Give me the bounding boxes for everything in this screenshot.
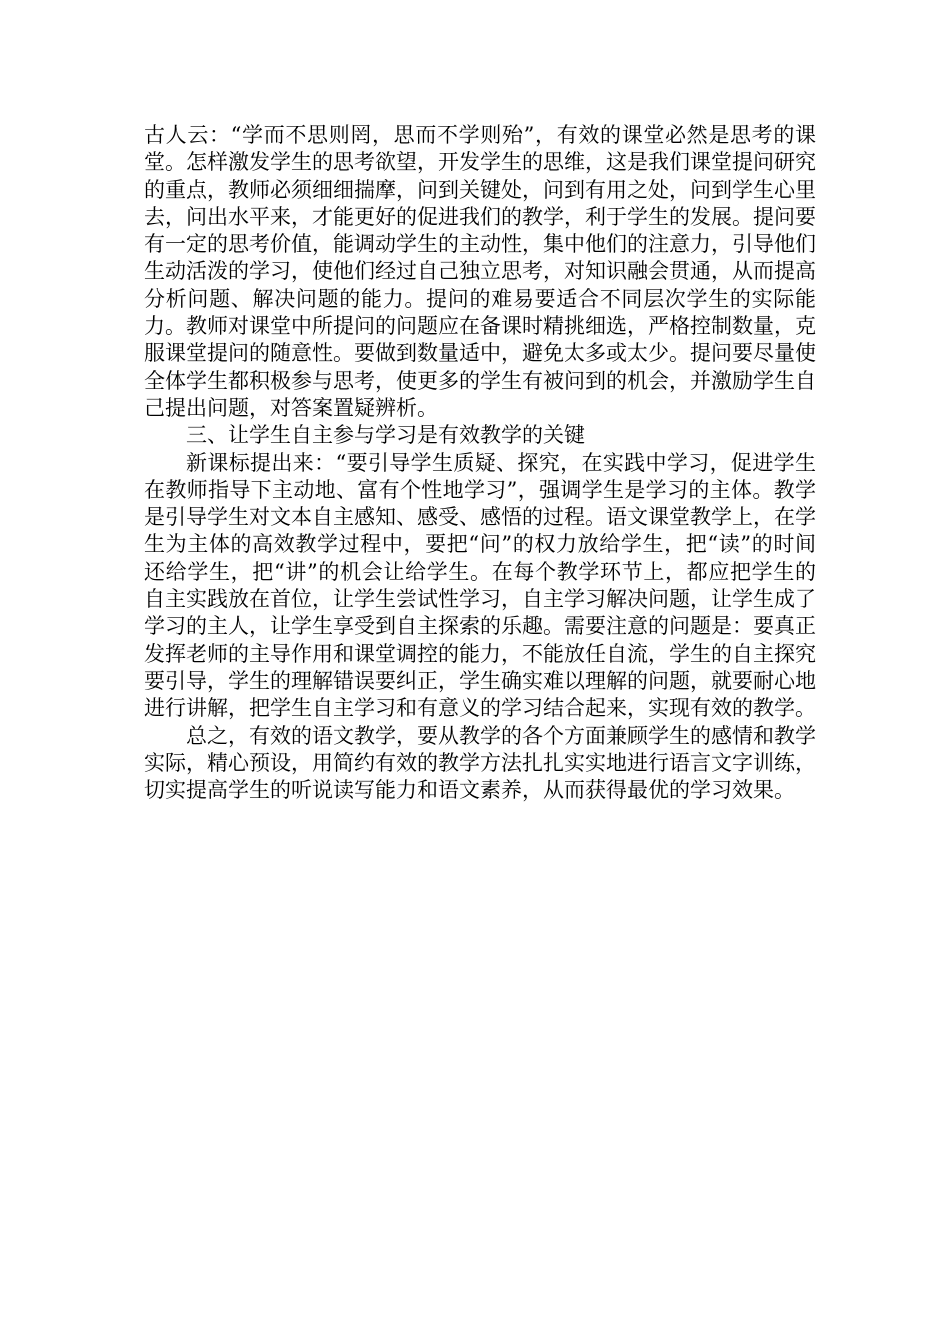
paragraph-conclusion: 总之，有效的语文教学，要从教学的各个方面兼顾学生的感情和教学实际，精心预设，用简约有效的教学方法扎扎实实地进行语言文字训练，切实提高学生的听说读写能力和语文素养，从而获得最优的学习效果。 bbox=[144, 723, 816, 803]
paragraph-classroom-questioning: 古人云：“学而不思则罔，思而不学则殆”，有效的课堂必然是思考的课堂。怎样激发学生的思考欲望，开发学生的思维，这是我们课堂提问研究的重点，教师必须细细揣摩，问到关键处，问到有用之处，问到学生心里去，问出水平来，才能更好的促进我们的教学，利于学生的发展。提问要有一定的思考价值，能调动学生的主动性，集中他们的注意力，引导他们生动活泼的学习，使他们经过自己独立思考，对知识融会贯通，从而提高分析问题、解决问题的能力。提问的难易要适合不同层次学生的实际能力。教师对课堂中所提问的问题应在备课时精挑细选，严格控制数量，克服课堂提问的随意性。要做到数量适中，避免太多或太少。提问要尽量使全体学生都积极参与思考，使更多的学生有被问到的机会，并激励学生自己提出问题，对答案置疑辨析。 bbox=[144, 123, 816, 420]
paragraph-new-curriculum: 新课标提出来：“要引导学生质疑、探究，在实践中学习，促进学生在教师指导下主动地、富有个性地学习”，强调学生是学习的主体。教学是引导学生对文本自主感知、感受、感悟的过程。语文课堂教学上，在学生为主体的高效教学过程中，要把“问”的权力放给学生，把“读”的时间还给学生，把“讲”的机会让给学生。在每个教学环节上，都应把学生的自主实践放在首位，让学生尝试性学习，自主学习解决问题，让学生成了学习的主人，让学生享受到自主探索的乐趣。需要注意的问题是：要真正发挥老师的主导作用和课堂调控的能力，不能放任自流，学生的自主探究要引导，学生的理解错误要纠正，学生确实难以理解的问题，就要耐心地进行讲解，把学生自主学习和有意义的学习结合起来，实现有效的教学。 bbox=[144, 450, 816, 721]
document-body bbox=[144, 122, 816, 804]
section-heading-student-autonomy: 三、让学生自主参与学习是有效教学的关键 bbox=[186, 423, 585, 448]
